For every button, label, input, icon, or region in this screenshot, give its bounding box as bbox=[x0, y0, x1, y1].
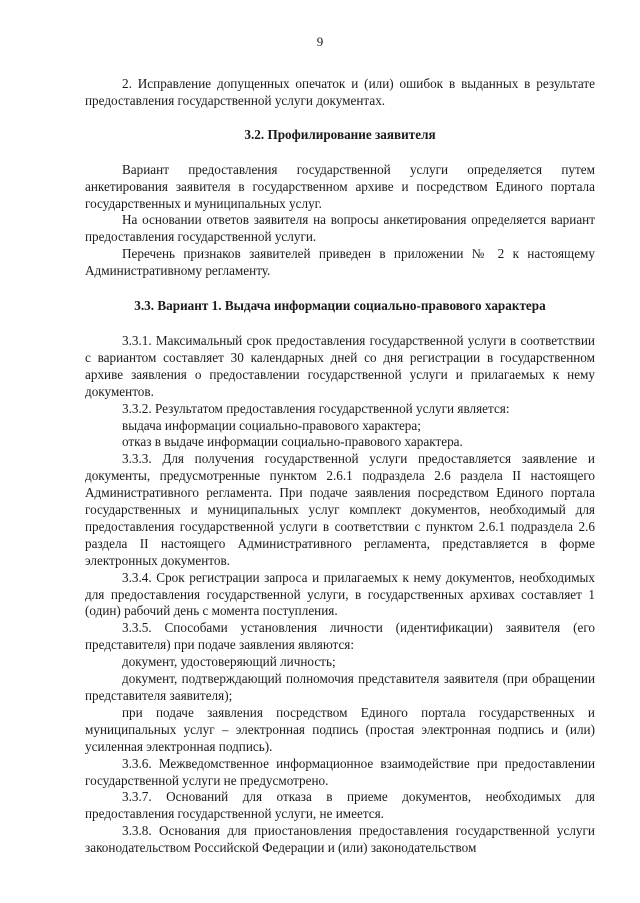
paragraph-result-refusal: отказ в выдаче информации социально-правового характера. bbox=[122, 434, 463, 450]
paragraph-electronic-signature: при подаче заявления посредством Единого портала государственных и муниципальных услуг – электронная подпись (простая электронная подпись и (или) усиленная электронная подпись). bbox=[85, 704, 595, 754]
paragraph-variant-determination: Вариант предоставления государственной услуги определяется путем анкетирования заявителя в государственном архиве и посредством Единого портала государственных и муниципальных услуг. bbox=[85, 161, 595, 211]
paragraph-3-3-5: 3.3.5. Способами установления личности (идентификации) заявителя (его представителя) при подаче заявления являются: bbox=[85, 620, 595, 653]
paragraph-3-3-4: 3.3.4. Срок регистрации запроса и прилагаемых к нему документов, необходимых для предоставления государственной услуги, в государственных архивах составляет 1 (один) рабочий день с момента поступления. bbox=[85, 569, 595, 619]
paragraph-result-issue: выдача информации социально-правового характера; bbox=[122, 417, 421, 433]
paragraph-3-3-3: 3.3.3. Для получения государственной услуги предоставляется заявление и документы, предусмотренные пунктом 2.6.1 подраздела 2.6 раздела II настоящего Административного регламента. При подаче заявления посредством Единого портала государственных и муниципальных услуг комплект документов, необходимый для предоставления государственной услуги в соответствии с пунктом 2.6.1 подраздела 2.6 раздела II настоящего Административного регламента, представляется в форме электронных документов. bbox=[85, 451, 595, 568]
paragraph-questionnaire-answers: На основании ответов заявителя на вопросы анкетирования определяется вариант предоставления государственной услуги. bbox=[85, 212, 595, 245]
page-number: 9 bbox=[316, 34, 324, 49]
document-body bbox=[85, 76, 595, 857]
paragraph-applicant-features: Перечень признаков заявителей приведен в приложении № 2 к настоящему Административному регламенту. bbox=[85, 246, 595, 279]
paragraph-3-3-6: 3.3.6. Межведомственное информационное взаимодействие при предоставлении государственной услуги не предусмотрено. bbox=[85, 755, 595, 788]
paragraph-3-3-1: 3.3.1. Максимальный срок предоставления государственной услуги в соответствии с вариантом составляет 30 календарных дней со дня регистрации в государственном архиве заявления о предоставлении государственной услуги и прилагаемых к нему документов. bbox=[85, 332, 595, 399]
heading-3-2-profiling: 3.2. Профилирование заявителя bbox=[244, 126, 436, 142]
paragraph-representative-document: документ, подтверждающий полномочия представителя заявителя (при обращении представителя заявителя); bbox=[85, 671, 595, 703]
heading-3-3-variant-1: 3.3. Вариант 1. Выдача информации социально-правового характера bbox=[134, 298, 546, 314]
paragraph-3-3-2: 3.3.2. Результатом предоставления государственной услуги является: bbox=[122, 400, 510, 416]
paragraph-3-3-7: 3.3.7. Оснований для отказа в приеме документов, необходимых для предоставления государственной услуги, не имеется. bbox=[85, 789, 595, 822]
paragraph-identity-document: документ, удостоверяющий личность; bbox=[122, 654, 336, 670]
paragraph-correction-errors: 2. Исправление допущенных опечаток и (или) ошибок в выданных в результате предоставления государственной услуги документах. bbox=[85, 76, 595, 108]
paragraph-3-3-8: 3.3.8. Основания для приостановления предоставления государственной услуги законодательством Российской Федерации и (или) законодательством bbox=[85, 823, 595, 856]
